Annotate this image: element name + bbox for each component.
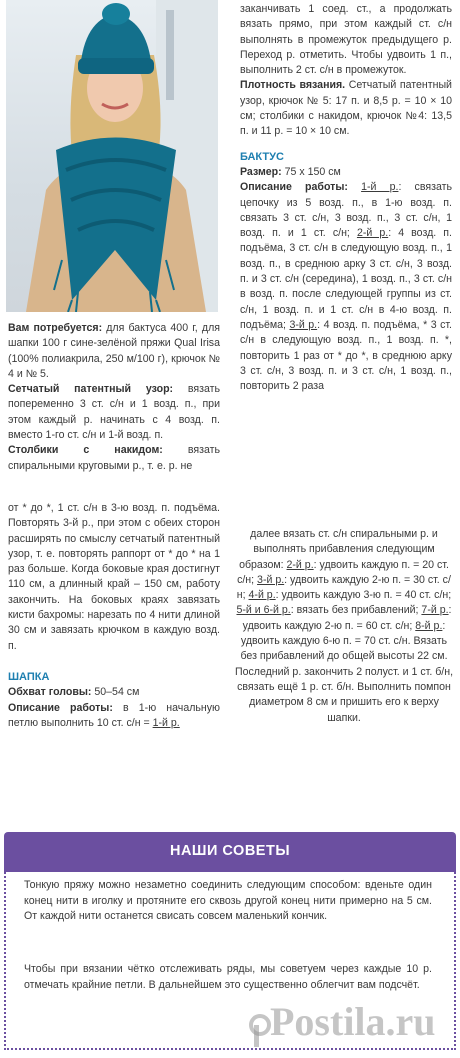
hat-rows-intro: далее вязать ст. с/н спиральными р. и выполнять прибавления следующим образом:	[239, 528, 438, 571]
hat-row4-text: : удвоить каждую 3-ю п. = 40 ст. с/н;	[275, 589, 452, 602]
bactus-size-value: 75 х 150 см	[281, 165, 341, 178]
bactus-size-label: Размер:	[240, 165, 282, 178]
gauge-label: Плотность вязания.	[240, 79, 346, 92]
materials-paragraph	[8, 321, 220, 382]
hat-row8: 8-й р.	[415, 619, 443, 632]
materials-label: Вам потребуется:	[8, 322, 103, 334]
patent-pattern-label: Сетчатый патентный узор:	[8, 383, 174, 396]
hat-desc-text: в 1-ю начальную петлю выполнить 10 ст. с/н =	[8, 701, 221, 729]
right-column-bottom	[234, 527, 454, 726]
bactus-continuation: от * до *, 1 ст. с/н в 3-ю возд. п. подъёма. Повторять 3-й р., при этом с обеих сторон расширять по смыслу сетчатый патентный узор, т. е. повторять раппорт от * до * на 1 раз больше. Когда боковые края достигнут 110 см, а длинный край – 150 см, работу закончить. На боковых краях завязать кисти бахромы: нарезать по 4 нити длиной 30 см и завязать крючком в каждую возд. п.	[8, 502, 220, 652]
bactus-row2-text: : 4 возд. п. подъёма, 3 ст. с/н в следующую возд. п., 1 возд. п., в среднюю арку 3 ст. с/н, 3 возд. п. и 3 ст. с/н (середина), 1 возд. п., 3 ст. с/н в возд. п. после следующей группы из ст. с/н, 1 возд. п. и 1 ст. с/н в 4-ю возд. п. подъёма;	[240, 227, 452, 331]
bactus-heading: БАКТУС	[240, 150, 284, 163]
hat-row4: 4-й р.	[248, 589, 276, 602]
bactus-row2: 2-й р.	[356, 227, 389, 240]
bactus-row1-text: : связать цепочку из 5 возд. п., в 1-ю возд. п. связать 3 ст. с/н, 3 возд. п., 3 ст. с/н, 1 возд. п. и 1 ст. с/н;	[240, 181, 452, 240]
hat-row8-text: : удвоить каждую 6-ю п. = 70 ст. с/н. Вязать без прибавлений до общей высоты 22 см. Последний р. закончить 2 полуст. и 1 ст. б/н, связать ещё 1 р. ст. б/н. Выполнить помпон диаметром 8 см и пришить его к верху шапки.	[234, 619, 454, 724]
tip-paragraph-1: Тонкую пряжу можно незаметно соединить следующим способом: вденьте один конец нити в иголку и протяните его сквозь другой конец нити примерно на 5 см. От каждой нити останется свисать совсем маленький кончик.	[24, 879, 432, 922]
bactus-title	[240, 150, 452, 165]
hat-title	[8, 670, 220, 685]
watermark-text: Postila.ru	[270, 999, 436, 1044]
gauge-text: Сетчатый патентный узор, крючок № 5: 17 п. и 8,5 р. = 10 × 10 см; столбики с накидом, крючок №4: 13,5 п. и 11 р. = 10 × 10 см.	[240, 79, 452, 138]
hat-row3-text: : удвоить каждую 2-ю п. = 30 ст. с/н;	[236, 573, 451, 602]
right-column-top	[240, 2, 452, 394]
hat-rows-paragraph	[234, 527, 454, 726]
hat-row56-text: : вязать без прибавлений;	[290, 604, 422, 617]
hat-row2-text: : удвоить каждую п. = 20 ст. с/н;	[237, 558, 449, 586]
tip-paragraph-2: Чтобы при вязании чётко отслеживать ряды, мы советуем через каждые 10 р. отмечать крайние петли. В дальнейшем это существенно облегчит вам подсчёт.	[24, 963, 432, 991]
dc-stitch-label: Столбики с накидом:	[8, 444, 163, 457]
left-column-top	[8, 321, 220, 474]
dc-stitch-text: вязать спиральными круговыми р., т. е. р. не	[8, 444, 221, 472]
bactus-row1: 1-й р.	[361, 181, 399, 194]
hat-head-value: 50–54 см	[91, 686, 140, 699]
bactus-row3-text: : 4 возд. п. подъёма, * 3 ст. с/н в следующую возд. п., 1 возд. п. *, повторить 1 раз от * до *, в среднюю арку 3 ст. с/н, 3 возд. п. и 3 ст. с/н, 1 возд. п., повторить 2 раза	[240, 318, 452, 393]
materials-text: для бактуса 400 г, для шапки 100 г сине-зелёной пряжи Qual Irisa (100% полиакрила, 250 м/100 г), крючок № 4 и № 5.	[8, 322, 220, 380]
hat-heading: ШАПКА	[8, 670, 50, 683]
dc-stitch-paragraph	[8, 443, 220, 474]
hat-row7-text: : удвоить каждую 2-ю п. = 60 ст. с/н;	[242, 604, 452, 632]
hat-row1: 1-й р.	[152, 716, 180, 729]
bactus-description	[240, 180, 452, 394]
tips-header	[4, 832, 456, 872]
patent-pattern-text: вязать попеременно 3 ст. с/н и 1 возд. п., при этом каждый р. начинать с 4 возд. п. вместо 1-го ст. с/н и 1-й возд. п.	[8, 383, 220, 442]
hat-row56: 5-й и 6-й р.	[236, 604, 291, 617]
model-illustration	[6, 0, 218, 312]
hat-row7: 7-й р.	[421, 604, 449, 617]
hat-head-size	[8, 685, 220, 700]
patent-pattern-paragraph	[8, 382, 220, 443]
hat-description	[8, 701, 220, 732]
bactus-row3: 3-й р.	[289, 318, 318, 331]
gauge-paragraph	[240, 78, 452, 139]
hat-head-label: Обхват головы:	[8, 686, 92, 699]
right-top-paragraph: заканчивать 1 соед. ст., а продолжать вязать прямо, при этом каждый ст. с/н выполнять в промежуток предыдущего р. Переход р. отметить. Чтобы удвоить 1 п., выполнить 2 ст. с/н в промежуток.	[240, 3, 452, 77]
hat-desc-label: Описание работы:	[8, 701, 113, 714]
tips-title: НАШИ СОВЕТЫ	[169, 843, 291, 859]
bactus-desc-label: Описание работы:	[240, 181, 348, 194]
hat-row2: 2-й р.	[286, 558, 314, 571]
bactus-size	[240, 165, 452, 180]
left-column-bottom	[8, 501, 220, 731]
model-photo	[6, 0, 218, 312]
hat-row3: 3-й р.	[257, 573, 285, 586]
